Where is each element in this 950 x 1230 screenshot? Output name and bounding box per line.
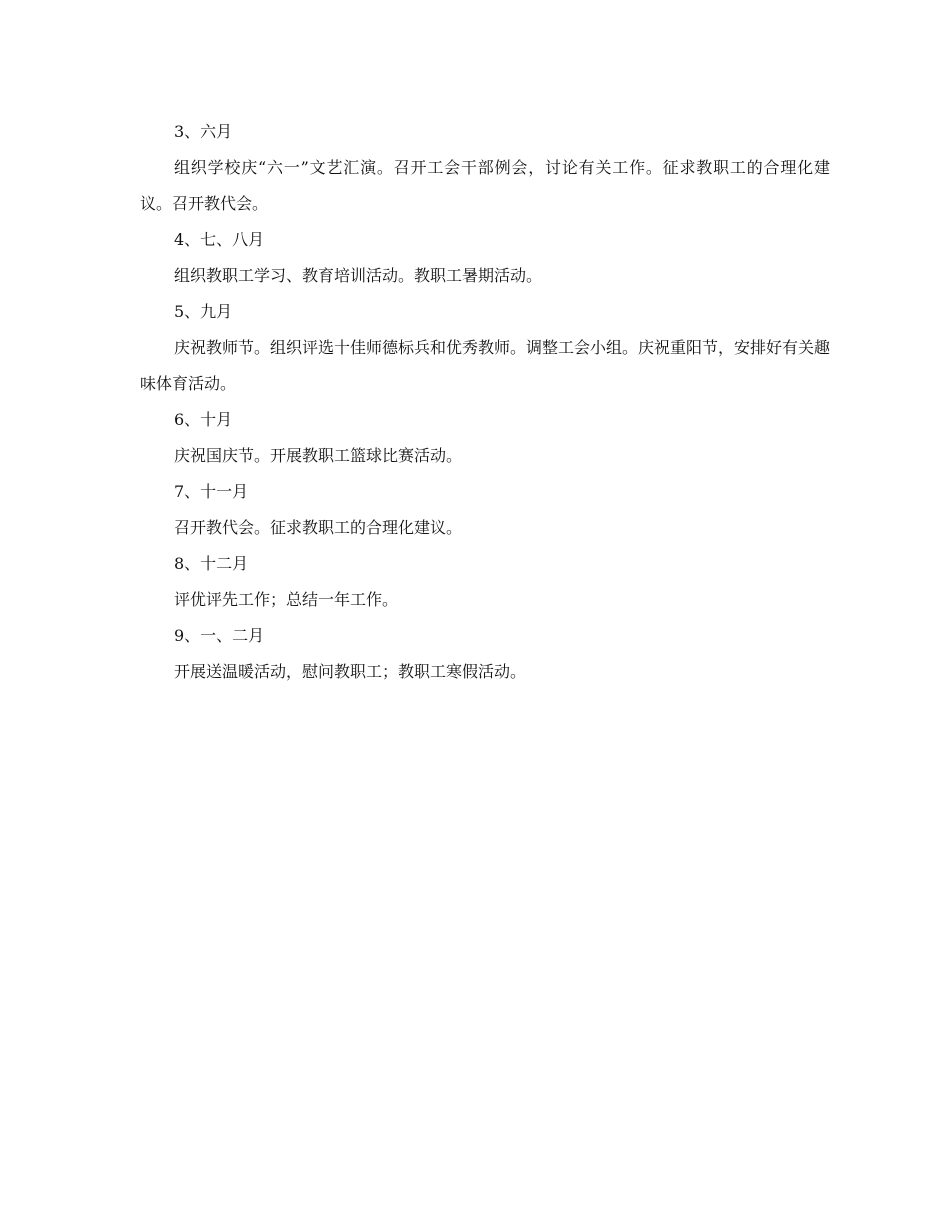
section-october: [140, 402, 830, 474]
section-june: [140, 114, 830, 222]
month-heading: 3、六月: [174, 122, 233, 141]
section-paragraph: 评优评先工作；总结一年工作。: [174, 590, 399, 609]
section-paragraph: 开展送温暖活动，慰问教职工；教职工寒假活动。: [174, 662, 527, 681]
month-heading: 9、一、二月: [174, 626, 265, 645]
document-body: [140, 114, 830, 690]
section-paragraph: 庆祝教师节。组织评选十佳师德标兵和优秀教师。调整工会小组。庆祝重阳节，安排好有关趣味体育活动。: [140, 338, 831, 393]
section-paragraph: 庆祝国庆节。开展教职工篮球比赛活动。: [174, 446, 463, 465]
section-july-august: [140, 222, 830, 294]
section-december: [140, 546, 830, 618]
section-january-february: [140, 618, 830, 690]
month-heading: 5、九月: [174, 302, 233, 321]
month-heading: 8、十二月: [174, 554, 249, 573]
section-november: [140, 474, 830, 546]
section-paragraph: 召开教代会。征求教职工的合理化建议。: [174, 518, 463, 537]
section-september: [140, 294, 830, 402]
month-heading: 7、十一月: [174, 482, 249, 501]
section-paragraph: 组织学校庆“六一”文艺汇演。召开工会干部例会，讨论有关工作。征求教职工的合理化建议。召开教代会。: [140, 158, 830, 213]
month-heading: 6、十月: [174, 410, 233, 429]
section-paragraph: 组织教职工学习、教育培训活动。教职工暑期活动。: [174, 266, 543, 285]
month-heading: 4、七、八月: [174, 230, 265, 249]
